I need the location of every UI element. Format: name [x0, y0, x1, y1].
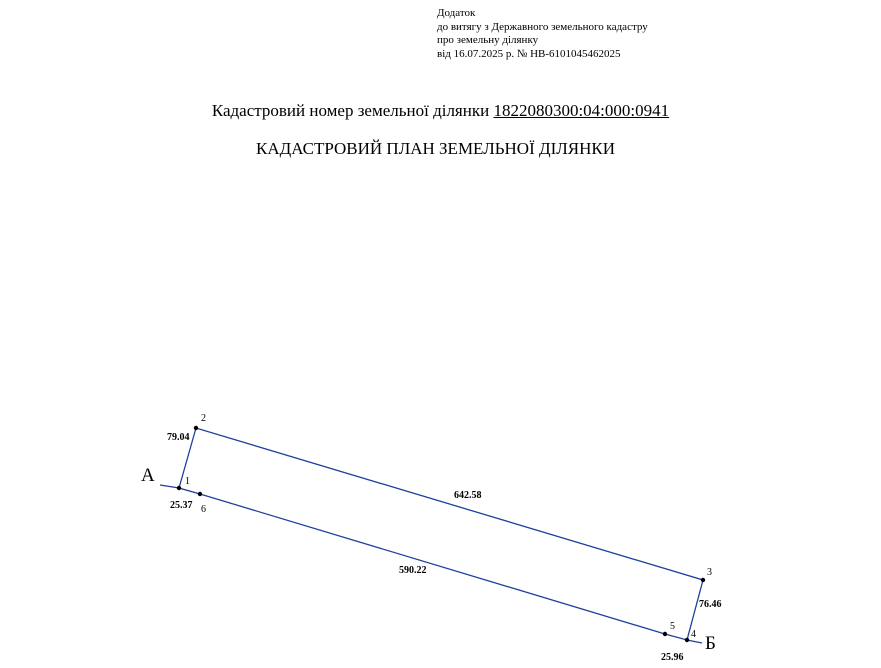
vertex-marker — [701, 578, 705, 582]
section-line-b — [687, 640, 702, 643]
vertex-marker — [194, 426, 198, 430]
vertex-marker — [198, 492, 202, 496]
section-line-a — [160, 485, 179, 488]
vertex-marker — [663, 632, 667, 636]
vertex-marker — [177, 486, 181, 490]
vertex-label: 4 — [691, 629, 696, 640]
parcel-boundary — [179, 428, 703, 640]
vertex-label: 3 — [707, 567, 712, 578]
vertex-label: 2 — [201, 413, 206, 424]
vertex-label: 1 — [185, 476, 190, 487]
vertex-label: 5 — [670, 621, 675, 632]
appendix-line: від 16.07.2025 р. № НВ-6101045462025 — [437, 47, 621, 60]
segment-length: 79.04 — [167, 432, 190, 443]
vertex-marker — [685, 638, 689, 642]
appendix-line: до витягу з Державного земельного кадастру — [437, 20, 648, 33]
section-letter-a: А — [141, 465, 155, 486]
vertex-label: 6 — [201, 504, 206, 515]
section-letter-b: Б — [705, 633, 716, 654]
segment-length: 25.96 — [661, 652, 684, 663]
segment-length: 642.58 — [454, 490, 482, 501]
appendix-line: про земельну ділянку — [437, 34, 539, 46]
cadastral-number-prefix: Кадастровий номер земельної ділянки — [211, 101, 490, 120]
appendix-line: Додаток — [437, 7, 476, 19]
plan-title: КАДАСТРОВИЙ ПЛАН ЗЕМЕЛЬНОЇ ДІЛЯНКИ — [255, 139, 615, 158]
segment-length: 25.37 — [170, 500, 193, 511]
cadastral-number: 1822080300:04:000:0941 — [493, 101, 670, 120]
segment-length: 76.46 — [699, 599, 722, 610]
segment-length: 590.22 — [399, 565, 427, 576]
